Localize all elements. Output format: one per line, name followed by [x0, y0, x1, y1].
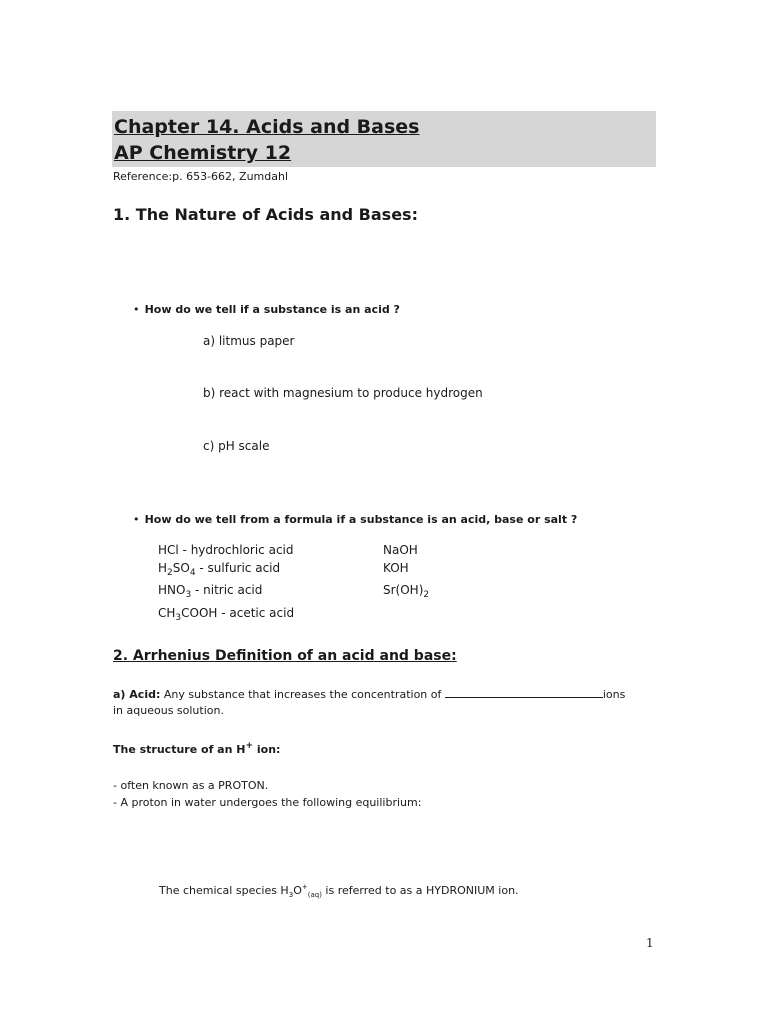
base-naoh: NaOH [383, 543, 418, 557]
acid-definition: a) Acid: Any substance that increases the concentration of ions [113, 688, 626, 701]
base-koh: KOH [383, 561, 409, 575]
answer-b: b) react with magnesium to produce hydrogen [203, 386, 483, 400]
question-2-text: How do we tell from a formula if a substance is an acid, base or salt ? [144, 513, 578, 526]
structure-heading: The structure of an H+ ion: [113, 741, 281, 756]
chapter-title: Chapter 14. Acids and Bases [114, 116, 420, 138]
question-1 [133, 298, 400, 317]
hydronium-line: The chemical species $H_3O^+_{(aq)}$ is referred to as a HYDRONIUM ion. [159, 883, 519, 899]
fill-in-blank[interactable] [445, 686, 603, 698]
section2-heading: 2. Arrhenius Definition of an acid and base: [113, 648, 457, 664]
bullet-icon: • [133, 513, 140, 526]
proton-line-2: - A proton in water undergoes the following equilibrium: [113, 796, 422, 809]
acid-label: a) Acid: [113, 688, 161, 701]
section1-heading: 1. The Nature of Acids and Bases: [113, 205, 418, 224]
acid-hno3: $HNO_3$ - nitric acid [158, 583, 263, 600]
page-number: 1 [646, 936, 654, 950]
question-1-text: How do we tell if a substance is an acid ? [144, 303, 400, 316]
answer-a: a) litmus paper [203, 334, 295, 348]
base-sroh2: $Sr(OH)_2$ [383, 583, 430, 600]
proton-line-1: - often known as a PROTON. [113, 779, 269, 792]
acid-definition-cont: in aqueous solution. [113, 704, 224, 717]
acid-h2so4: $H_2SO_4$ - sulfuric acid [158, 561, 281, 578]
bullet-icon: • [133, 303, 140, 316]
acid-ch3cooh: $CH_3COOH$ - acetic acid [158, 606, 295, 623]
answer-c: c) pH scale [203, 439, 270, 453]
question-2 [133, 508, 577, 527]
reference-line: Reference:p. 653-662, Zumdahl [113, 170, 289, 183]
acid-hcl: HCl - hydrochloric acid [158, 543, 294, 557]
course-title: AP Chemistry 12 [114, 142, 292, 164]
